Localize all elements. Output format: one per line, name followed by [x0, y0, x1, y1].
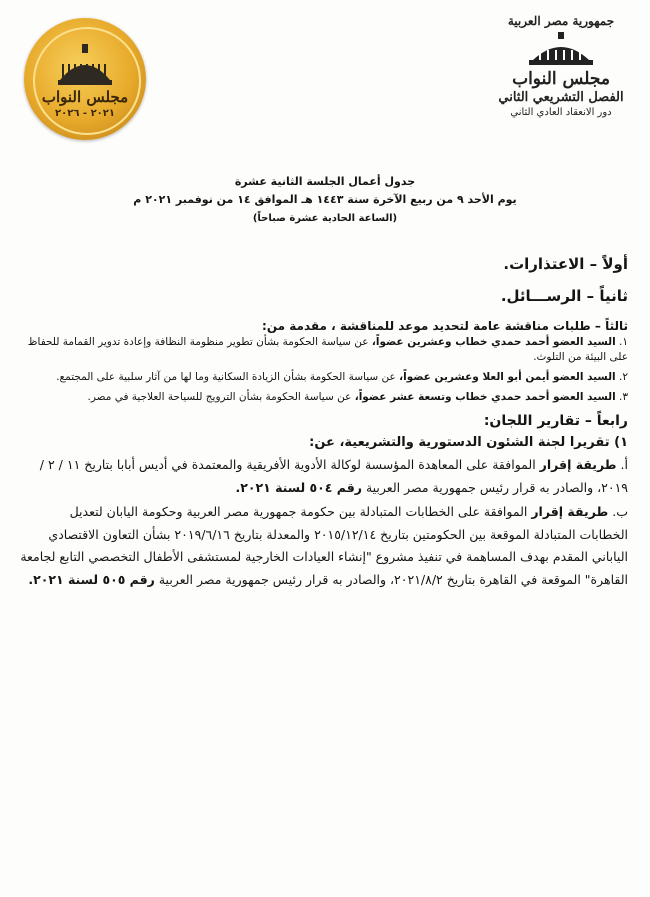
- legislative-term: الفصل التشريعي الثاني: [498, 90, 624, 105]
- section-committee-reports: رابعاً – تقارير اللجان:: [483, 413, 628, 429]
- seal-name: مجلس النواب: [41, 88, 129, 106]
- republic-name: جمهورية مصر العربية: [507, 14, 615, 28]
- parliament-name: مجلس النواب: [512, 69, 610, 89]
- item-text: عن سياسة الحكومة بشأن الزيادة السكانية وما لها من آثار سلبية على المجتمع.: [56, 371, 396, 383]
- paragraph-text: الموافقة على المعاهدة المؤسسة لوكالة الأدوية الأفريقية والمعتمدة في أديس أبابا بتاريخ ١١ / ٢ / ٢٠١٩، والصادر به قرار رئيس جمهورية مصر العربية: [39, 457, 628, 495]
- section-messages: ثانياً – الرســـائل.: [500, 287, 628, 305]
- item-requester: السيد العضو أحمد حمدي خطاب وتسعة عشر عضواً،: [354, 391, 616, 403]
- paragraph-text: الموافقة على الخطابات المتبادلة بين حكومة جمهورية مصر العربية وحكومة اليابان لتعديل الخطابات المتبادلة الموقعة بين الحكومتين بتاريخ ٢٠١٥/١٢/١٤ والمعدلة بتاريخ ٢٠١٩/٦/١٦ بشأن التعاون الاقتصادي الياباني المقدم بهدف المساهمة في تنفيذ مشروع "إنشاء العيادات الخارجية لمستشفى الأطفال التخصصي التابع لجامعة القاهرة" الموقعة في القاهرة بتاريخ ٢٠٢١/٨/٢، والصادر به قرار رئيس جمهورية مصر العربية: [20, 504, 628, 587]
- list-item: [20, 390, 628, 405]
- item-number: ١.: [619, 336, 628, 348]
- item-requester: السيد العضو أحمد حمدي خطاب وعشرين عضواً،: [371, 336, 616, 348]
- item-number: ٢.: [619, 371, 628, 383]
- agenda-date: يوم الأحد ٩ من ربيع الآخرة سنة ١٤٤٣ هـ الموافق ١٤ من نوفمبر ٢٠٢١ م: [133, 193, 517, 206]
- parliament-seal-emblem: [24, 18, 146, 140]
- agenda-title: جدول أعمال الجلسة الثانية عشرة: [234, 175, 416, 188]
- agenda-time: (الساعة الحادية عشرة صباحاً): [252, 213, 398, 224]
- session-name: دور الانعقاد العادي الثاني: [510, 107, 612, 118]
- report-paragraph-b: [20, 501, 628, 591]
- letterhead: [486, 14, 636, 118]
- dome-icon: [521, 32, 601, 68]
- report-paragraph-a: [20, 454, 628, 499]
- seal-years: ٢٠٢١ - ٢٠٢٦: [55, 108, 115, 119]
- section-apologies: أولاً – الاعتذارات.: [503, 255, 628, 273]
- decree-number: رقم ٥٠٤ لسنة ٢٠٢١.: [235, 479, 362, 495]
- paragraph-bold: طريقة إقرار: [539, 457, 617, 472]
- dome-icon: [24, 18, 146, 140]
- list-item: [20, 335, 628, 365]
- decree-number: رقم ٥٠٥ لسنة ٢٠٢١.: [28, 571, 155, 587]
- paragraph-label: أ.: [620, 457, 628, 472]
- agenda-body: [20, 255, 628, 593]
- section-discussion-requests: ثالثاً – طلبات مناقشة عامة لتحديد موعد للمناقشة ، مقدمة من:: [262, 319, 628, 333]
- item-text: عن سياسة الحكومة بشأن تطوير منظومة النظافة وإعادة تدوير القمامة للحفاظ على البيئة من التلوث.: [27, 336, 628, 363]
- item-requester: السيد العضو أيمن أبو العلا وعشرين عضواً،: [399, 371, 616, 383]
- list-item: [20, 370, 628, 385]
- item-number: ٣.: [619, 391, 628, 403]
- paragraph-label: ب.: [612, 504, 628, 519]
- report-item: ١) تقريرا لجنة الشئون الدستورية والتشريعية، عن:: [309, 435, 628, 450]
- item-text: عن سياسة الحكومة بشأن الترويج للسياحة العلاجية في مصر.: [87, 391, 352, 403]
- paragraph-bold: طريقة إقرار: [531, 504, 609, 519]
